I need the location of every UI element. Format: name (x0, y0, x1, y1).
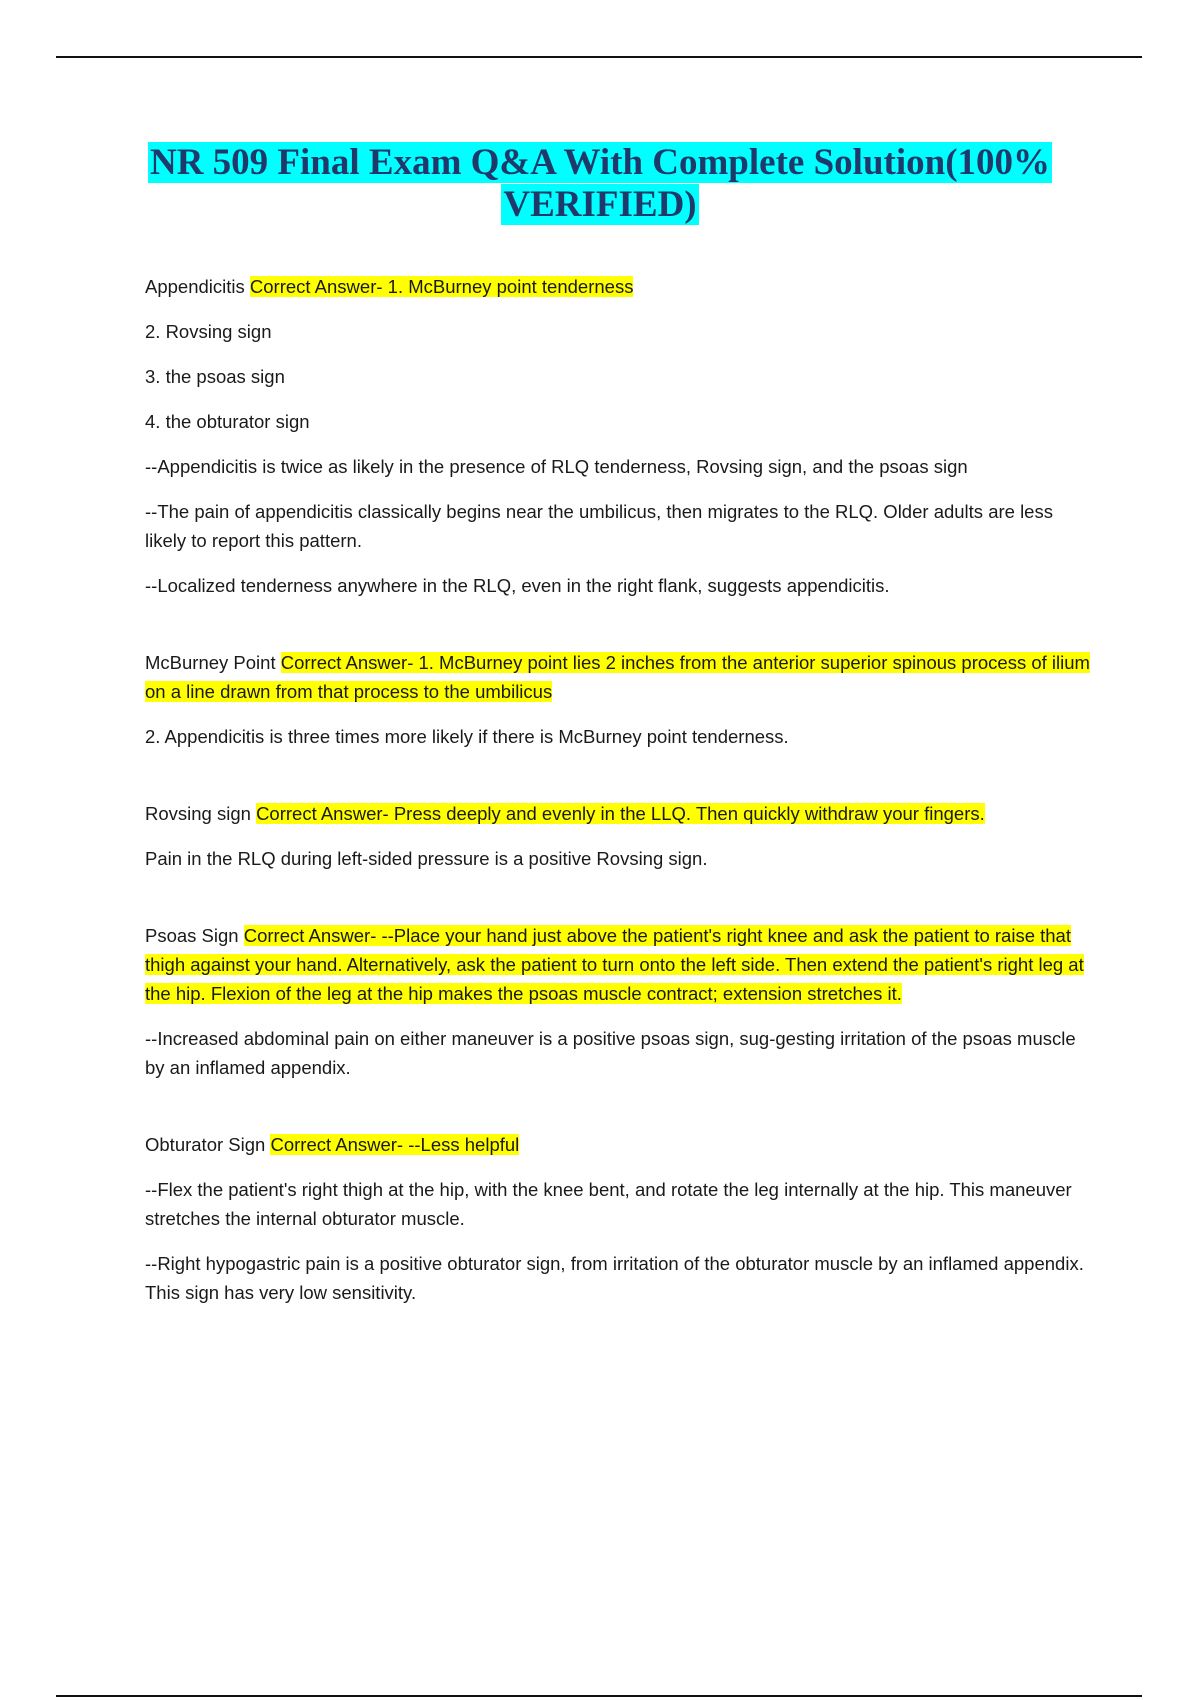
entry-question (145, 921, 1090, 1008)
entry-line: --Right hypogastric pain is a positive obturator sign, from irritation of the obturator muscle by an inflamed appendix. This sign has very low sensitivity. (145, 1253, 1084, 1303)
entry-answer: Correct Answer- Press deeply and evenly in the LLQ. Then quickly withdraw your fingers. (256, 803, 985, 824)
entry-line: --Increased abdominal pain on either maneuver is a positive psoas sign, sug-gesting irritation of the psoas muscle by an inflamed appendix. (145, 1028, 1076, 1078)
document-title (100, 142, 1100, 226)
document-body (145, 272, 1090, 1355)
top-rule (56, 56, 1142, 58)
entry-term: Rovsing sign (145, 803, 251, 824)
entry-rovsing-sign (145, 799, 1090, 873)
entry-answer: Correct Answer- 1. McBurney point tenderness (249, 276, 634, 297)
entry-term: McBurney Point (145, 652, 276, 673)
entry-term: Psoas Sign (145, 925, 239, 946)
entry-obturator-sign (145, 1130, 1090, 1307)
bottom-rule (56, 1695, 1142, 1697)
entry-psoas-sign (145, 921, 1090, 1082)
entry-line: 2. Appendicitis is three times more likely if there is McBurney point tenderness. (145, 726, 789, 747)
entry-mcburney-point (145, 648, 1090, 751)
entry-line: --Localized tenderness anywhere in the RLQ, even in the right flank, suggests appendicitis. (145, 575, 890, 596)
entry-term: Appendicitis (145, 276, 245, 297)
entry-line: --Appendicitis is twice as likely in the presence of RLQ tenderness, Rovsing sign, and the psoas sign (145, 456, 968, 477)
entry-question (145, 272, 1090, 301)
entry-answer: Correct Answer- --Place your hand just above the patient's right knee and ask the patient to raise that thigh against your hand. Alternatively, ask the patient to turn onto the left side. Then extend the patient's right leg at the hip. Flexion of the leg at the hip makes the psoas muscle contract; extension stretches it. (145, 925, 1084, 1004)
entry-appendicitis (145, 272, 1090, 600)
entry-line: 3. the psoas sign (145, 366, 285, 387)
title-line-2: VERIFIED) (503, 184, 697, 225)
entry-line: 4. the obturator sign (145, 411, 310, 432)
entry-question (145, 1130, 1090, 1159)
entry-question (145, 799, 1090, 828)
entry-answer: Correct Answer- --Less helpful (270, 1134, 520, 1155)
title-line-1: NR 509 Final Exam Q&A With Complete Solution(100% (149, 142, 1051, 183)
entry-answer: Correct Answer- 1. McBurney point lies 2 inches from the anterior superior spinous process of ilium on a line drawn from that process to the umbilicus (145, 652, 1090, 702)
entry-line: 2. Rovsing sign (145, 321, 272, 342)
entry-question (145, 648, 1090, 706)
entry-line: Pain in the RLQ during left-sided pressure is a positive Rovsing sign. (145, 848, 708, 869)
entry-line: --The pain of appendicitis classically begins near the umbilicus, then migrates to the RLQ. Older adults are less likely to report this pattern. (145, 501, 1053, 551)
entry-line: --Flex the patient's right thigh at the hip, with the knee bent, and rotate the leg internally at the hip. This maneuver stretches the internal obturator muscle. (145, 1179, 1072, 1229)
entry-term: Obturator Sign (145, 1134, 266, 1155)
